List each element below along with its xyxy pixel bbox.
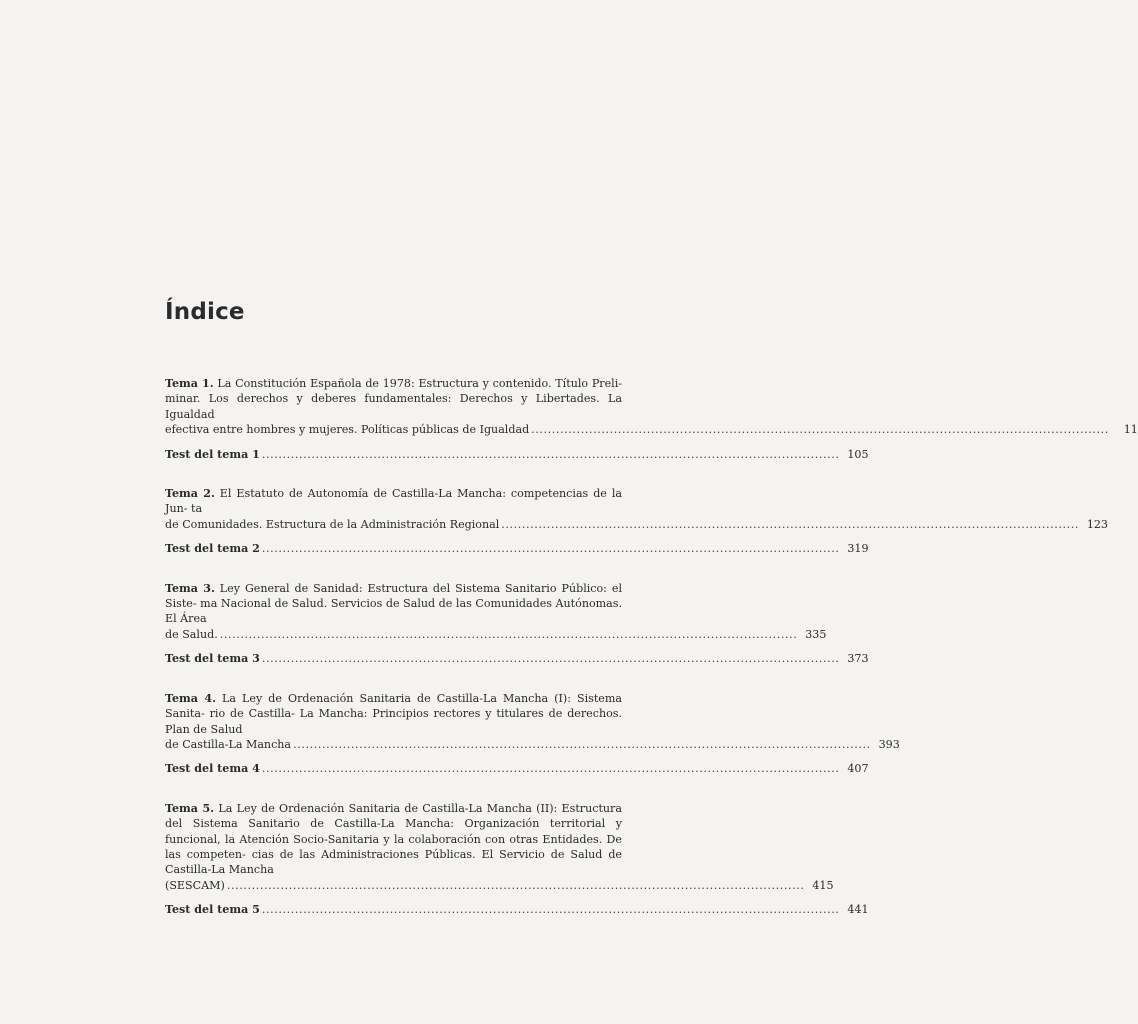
dot-leader: ............................................................................................................................................ <box>219 627 798 641</box>
page-number: 319 <box>847 542 869 556</box>
page-number: 335 <box>805 627 827 641</box>
toc-group-5 <box>165 801 869 918</box>
toc-entry-tema-2[interactable] <box>165 486 1108 532</box>
dot-leader: ............................................................................................................................................ <box>261 447 840 461</box>
test-label: Test del tema 4 <box>165 762 260 776</box>
page-number: 105 <box>847 447 869 461</box>
page-number: 415 <box>812 878 834 892</box>
dot-leader: ............................................................................................................................................ <box>531 423 1109 437</box>
tema-label: Tema 3. <box>165 581 215 595</box>
tema-description-end: efectiva entre hombres y mujeres. Políticas públicas de Igualdad <box>165 423 530 437</box>
toc-group-2 <box>165 486 1108 557</box>
toc-group-4 <box>165 691 900 777</box>
tema-description-end: de Castilla-La Mancha <box>165 737 292 751</box>
toc-entry-test-4[interactable] <box>165 761 869 776</box>
tema-description-end: (SESCAM) <box>165 878 225 892</box>
tema-label: Tema 2. <box>165 487 215 501</box>
page-number: 123 <box>1086 517 1108 531</box>
toc-entry-tema-5[interactable] <box>165 801 834 893</box>
tema-description: La Ley de Ordenación Sanitaria de Castilla-La Mancha (II): Estructura del Sistema Sanitario de Castilla-La Mancha: Organización territorial y funcional, la Atención Socio-Sanitaria y la colaboración con otras Entidades. De las competen- cias de las Administraciones Públicas. El Servicio de Salud de Castilla-La Mancha <box>165 801 622 877</box>
toc-entry-test-1[interactable] <box>165 447 869 462</box>
toc-group-1 <box>165 376 1138 462</box>
test-label: Test del tema 3 <box>165 652 260 666</box>
tema-description: La Ley de Ordenación Sanitaria de Castilla-La Mancha (I): Sistema Sanita- rio de Castilla- La Mancha: Principios rectores y titulares de derechos. Plan de Salud <box>165 691 622 736</box>
test-label: Test del tema 2 <box>165 542 260 556</box>
toc-entry-test-5[interactable] <box>165 902 869 917</box>
dot-leader: ............................................................................................................................................ <box>293 737 871 751</box>
tema-label: Tema 1. <box>165 377 214 390</box>
dot-leader: ............................................................................................................................................ <box>501 517 1079 531</box>
table-of-contents <box>165 376 1138 942</box>
page-number: 407 <box>847 762 869 776</box>
dot-leader: ............................................................................................................................................ <box>261 542 840 556</box>
toc-entry-tema-3[interactable] <box>165 581 827 643</box>
toc-entry-test-2[interactable] <box>165 541 869 556</box>
dot-leader: ............................................................................................................................................ <box>261 903 840 917</box>
page-title: Índice <box>165 299 245 325</box>
toc-entry-test-3[interactable] <box>165 651 869 666</box>
page-number: 373 <box>847 652 869 666</box>
dot-leader: ............................................................................................................................................ <box>261 762 840 776</box>
tema-description-end: de Salud. <box>165 627 218 641</box>
tema-label: Tema 4. <box>165 691 216 705</box>
tema-description: La Constitución Española de 1978: Estructura y contenido. Título Preli- minar. Los derechos y deberes fundamentales: Derechos y Libertades. La Igualdad <box>165 377 622 421</box>
dot-leader: ............................................................................................................................................ <box>261 652 840 666</box>
page-number: 11 <box>1123 423 1138 437</box>
tema-description: El Estatuto de Autonomía de Castilla-La Mancha: competencias de la Jun- ta <box>165 487 622 516</box>
toc-group-3 <box>165 581 869 667</box>
dot-leader: ............................................................................................................................................ <box>226 878 805 892</box>
tema-label: Tema 5. <box>165 801 215 815</box>
tema-description-end: de Comunidades. Estructura de la Administración Regional <box>165 517 500 531</box>
test-label: Test del tema 5 <box>165 903 260 917</box>
toc-entry-tema-1[interactable] <box>165 376 1138 438</box>
page-number: 393 <box>878 737 900 751</box>
tema-description: Ley General de Sanidad: Estructura del Sistema Sanitario Público: el Siste- ma Nacional de Salud. Servicios de Salud de las Comunidades Autónomas. El Área <box>165 581 622 626</box>
page-number: 441 <box>847 903 869 917</box>
test-label: Test del tema 1 <box>165 447 260 461</box>
toc-entry-tema-4[interactable] <box>165 691 900 753</box>
